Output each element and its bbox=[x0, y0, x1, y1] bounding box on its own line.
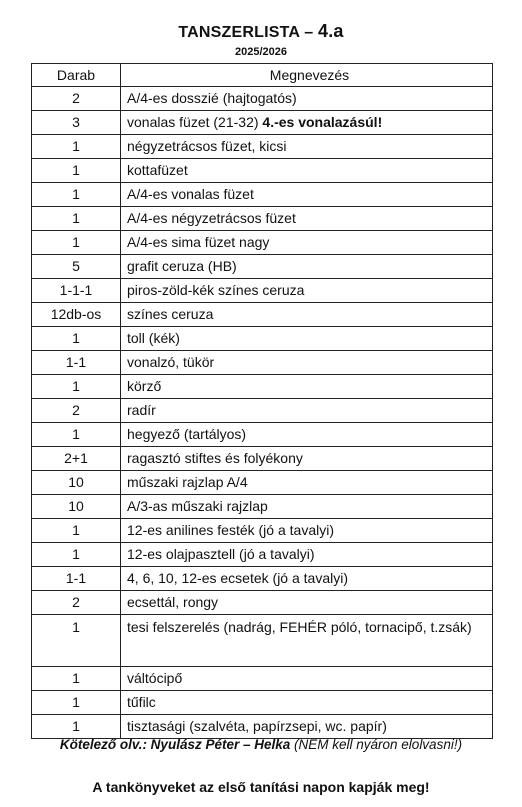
item-name bbox=[121, 135, 493, 159]
item-quantity: 1 bbox=[32, 375, 121, 399]
table-row bbox=[32, 423, 493, 447]
item-quantity: 1 bbox=[32, 519, 121, 543]
item-name bbox=[121, 495, 493, 519]
item-name-text: váltócipő bbox=[127, 670, 183, 686]
table-row bbox=[32, 667, 493, 691]
table-row bbox=[32, 279, 493, 303]
textbook-notice: A tankönyveket az első tanítási napon kapják meg! bbox=[92, 779, 430, 795]
item-quantity: 1-1 bbox=[32, 567, 121, 591]
item-quantity: 2 bbox=[32, 399, 121, 423]
item-quantity: 1 bbox=[32, 231, 121, 255]
table-row bbox=[32, 375, 493, 399]
item-name-text: radír bbox=[127, 402, 156, 418]
item-name bbox=[121, 567, 493, 591]
item-name-text: tesi felszerelés (nadrág, FEHÉR póló, tornacipő, t.zsák) bbox=[127, 619, 472, 635]
class-label: 4.a bbox=[317, 21, 344, 41]
item-quantity: 1 bbox=[32, 207, 121, 231]
table-row bbox=[32, 591, 493, 615]
item-quantity: 12db-os bbox=[32, 303, 121, 327]
item-quantity: 1 bbox=[32, 423, 121, 447]
item-quantity: 1-1 bbox=[32, 351, 121, 375]
item-name-text: A/4-es dosszié (hajtogatós) bbox=[127, 90, 297, 106]
item-name-text: műszaki rajzlap A/4 bbox=[127, 474, 248, 490]
item-quantity: 2 bbox=[32, 591, 121, 615]
table-row bbox=[32, 351, 493, 375]
item-name bbox=[121, 667, 493, 691]
item-quantity: 2+1 bbox=[32, 447, 121, 471]
item-name-text: 12-es olajpasztell (jó a tavalyi) bbox=[127, 546, 315, 562]
table-row bbox=[32, 231, 493, 255]
item-name bbox=[121, 375, 493, 399]
table-row bbox=[32, 111, 493, 135]
item-name bbox=[121, 615, 493, 667]
item-name-text: kottafüzet bbox=[127, 162, 188, 178]
item-name-text: piros-zöld-kék színes ceruza bbox=[127, 282, 305, 298]
table-row bbox=[32, 207, 493, 231]
item-name bbox=[121, 279, 493, 303]
item-quantity: 1 bbox=[32, 183, 121, 207]
item-quantity: 1 bbox=[32, 135, 121, 159]
table-row bbox=[32, 87, 493, 111]
school-year: 2025/2026 bbox=[235, 46, 287, 58]
table-row bbox=[32, 543, 493, 567]
required-reading-remark: (NEM kell nyáron elolvasni!) bbox=[294, 737, 463, 752]
required-reading: Kötelező olv.: Nyulász Péter – Helka bbox=[59, 737, 295, 752]
item-name-text: A/4-es sima füzet nagy bbox=[127, 234, 270, 250]
item-name bbox=[121, 207, 493, 231]
item-name bbox=[121, 399, 493, 423]
item-name bbox=[121, 255, 493, 279]
item-name-text: grafit ceruza (HB) bbox=[127, 258, 237, 274]
item-name-text: ragasztó stiftes és folyékony bbox=[127, 450, 303, 466]
item-name bbox=[121, 543, 493, 567]
table-row bbox=[32, 135, 493, 159]
required-reading-note bbox=[0, 737, 522, 752]
table-row bbox=[32, 159, 493, 183]
title-text: TANSZERLISTA – bbox=[178, 24, 318, 41]
item-name-text: színes ceruza bbox=[127, 306, 214, 322]
item-name bbox=[121, 591, 493, 615]
item-quantity: 1 bbox=[32, 715, 121, 739]
table-row bbox=[32, 495, 493, 519]
table-row bbox=[32, 399, 493, 423]
item-name bbox=[121, 87, 493, 111]
item-name bbox=[121, 159, 493, 183]
item-name bbox=[121, 303, 493, 327]
item-name-text: 12-es anilines festék (jó a tavalyi) bbox=[127, 522, 334, 538]
supply-rows bbox=[32, 87, 493, 739]
item-name-text: tisztasági (szalvéta, papírzsepi, wc. papír) bbox=[127, 718, 387, 734]
item-name-text: A/4-es vonalas füzet bbox=[127, 186, 254, 202]
item-name-text: négyzetrácsos füzet, kicsi bbox=[127, 138, 287, 154]
item-quantity: 1 bbox=[32, 543, 121, 567]
item-emphasis-text: 4.-es vonalazásúl! bbox=[262, 114, 383, 130]
item-name-text: A/4-es négyzetrácsos füzet bbox=[127, 210, 296, 226]
table-row bbox=[32, 327, 493, 351]
item-name-text: A/3-as műszaki rajzlap bbox=[127, 498, 268, 514]
table-row bbox=[32, 255, 493, 279]
item-name-text: 4, 6, 10, 12-es ecsetek (jó a tavalyi) bbox=[127, 570, 348, 586]
page-title bbox=[0, 21, 522, 42]
table-row bbox=[32, 691, 493, 715]
item-name bbox=[121, 111, 493, 135]
table-row bbox=[32, 447, 493, 471]
header-name: Megnevezés bbox=[121, 64, 493, 87]
item-quantity: 1 bbox=[32, 615, 121, 667]
item-quantity: 2 bbox=[32, 87, 121, 111]
item-name bbox=[121, 715, 493, 739]
supply-table bbox=[31, 63, 493, 739]
item-quantity: 1 bbox=[32, 691, 121, 715]
table-row bbox=[32, 183, 493, 207]
item-name bbox=[121, 471, 493, 495]
item-name-text: körző bbox=[127, 378, 162, 394]
item-name bbox=[121, 519, 493, 543]
item-quantity: 1 bbox=[32, 159, 121, 183]
item-name bbox=[121, 447, 493, 471]
table-row bbox=[32, 519, 493, 543]
item-quantity: 10 bbox=[32, 471, 121, 495]
item-name bbox=[121, 183, 493, 207]
item-name-text: vonalas füzet (21-32) bbox=[127, 114, 263, 130]
header-quantity: Darab bbox=[32, 64, 121, 87]
item-name-text: tűfilc bbox=[127, 694, 156, 710]
item-quantity: 1 bbox=[32, 667, 121, 691]
item-name bbox=[121, 327, 493, 351]
item-quantity: 1-1-1 bbox=[32, 279, 121, 303]
table-header-row bbox=[32, 64, 493, 87]
item-name-text: hegyező (tartályos) bbox=[127, 426, 247, 442]
table-row bbox=[32, 567, 493, 591]
item-name-text: vonalzó, tükör bbox=[127, 354, 215, 370]
table-row bbox=[32, 715, 493, 739]
table-row bbox=[32, 615, 493, 667]
item-quantity: 5 bbox=[32, 255, 121, 279]
item-name bbox=[121, 351, 493, 375]
item-name bbox=[121, 691, 493, 715]
item-quantity: 10 bbox=[32, 495, 121, 519]
table-row bbox=[32, 471, 493, 495]
item-name bbox=[121, 231, 493, 255]
item-quantity: 1 bbox=[32, 327, 121, 351]
item-name bbox=[121, 423, 493, 447]
item-quantity: 3 bbox=[32, 111, 121, 135]
item-name-text: ecsettál, rongy bbox=[127, 594, 219, 610]
table-row bbox=[32, 303, 493, 327]
item-name-text: toll (kék) bbox=[127, 330, 180, 346]
